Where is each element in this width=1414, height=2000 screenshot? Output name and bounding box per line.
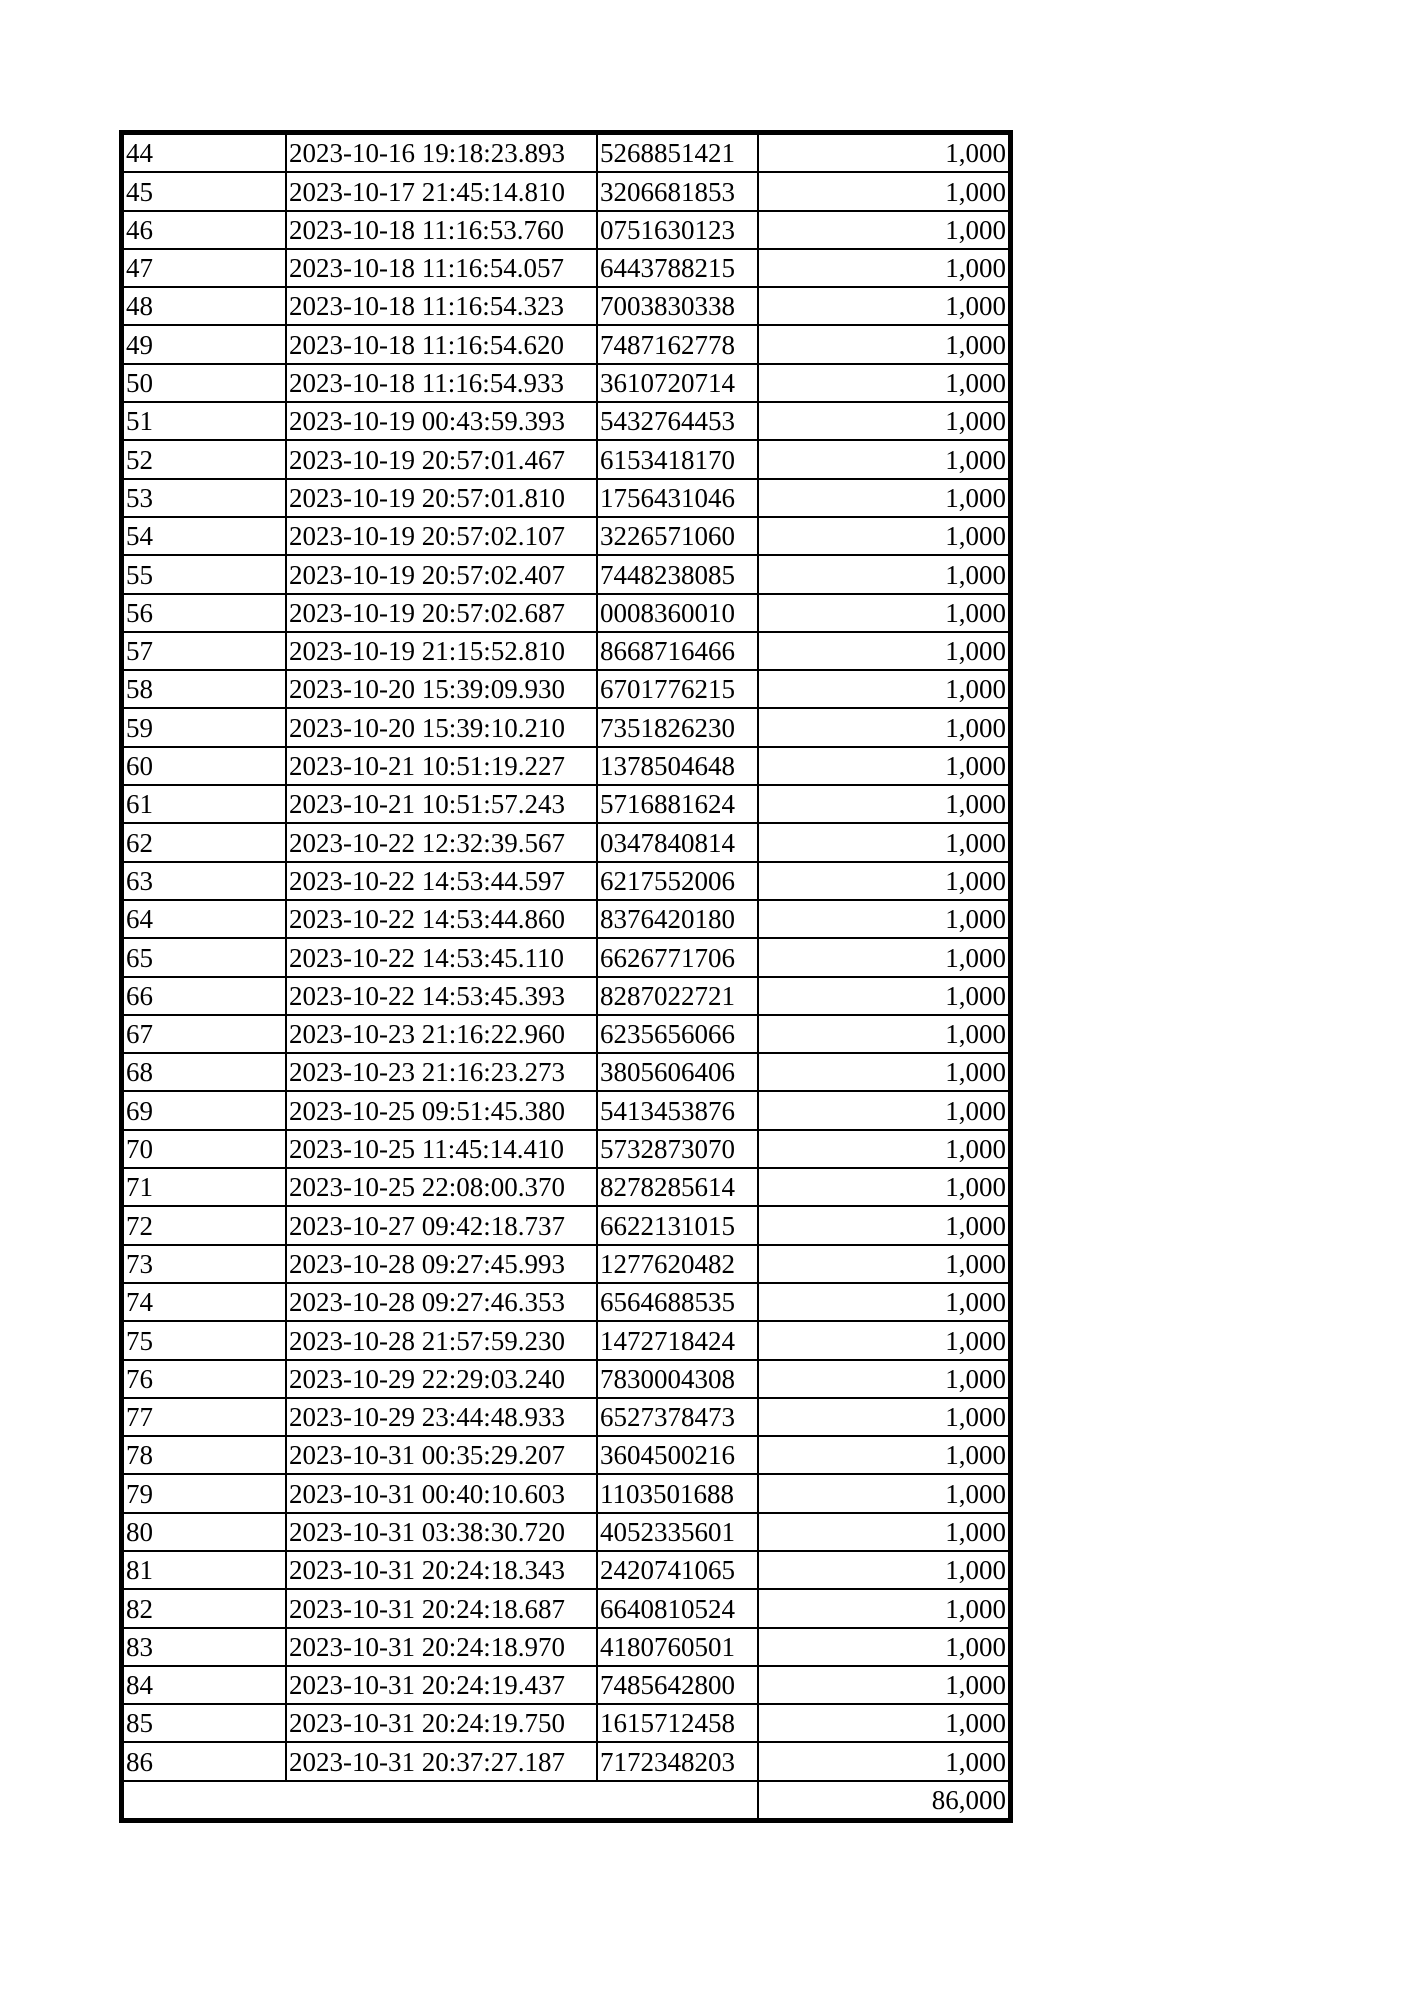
row-number: 65 (122, 938, 287, 976)
row-id: 7003830338 (597, 287, 758, 325)
table-row (122, 555, 1011, 593)
table-row (122, 1474, 1011, 1512)
table-row (122, 1398, 1011, 1436)
total-row (122, 1781, 1011, 1821)
row-id: 6443788215 (597, 249, 758, 287)
row-amount: 1,000 (758, 1589, 1011, 1627)
row-timestamp: 2023-10-18 11:16:54.323 (286, 287, 597, 325)
row-timestamp: 2023-10-23 21:16:23.273 (286, 1053, 597, 1091)
row-amount: 1,000 (758, 632, 1011, 670)
row-timestamp: 2023-10-16 19:18:23.893 (286, 133, 597, 173)
row-number: 75 (122, 1321, 287, 1359)
row-timestamp: 2023-10-20 15:39:09.930 (286, 670, 597, 708)
row-number: 64 (122, 900, 287, 938)
row-amount: 1,000 (758, 287, 1011, 325)
row-id: 6622131015 (597, 1206, 758, 1244)
row-timestamp: 2023-10-18 11:16:54.620 (286, 325, 597, 363)
row-timestamp: 2023-10-22 14:53:45.393 (286, 977, 597, 1015)
row-number: 66 (122, 977, 287, 1015)
row-amount: 1,000 (758, 440, 1011, 478)
row-id: 7448238085 (597, 555, 758, 593)
row-amount: 1,000 (758, 747, 1011, 785)
row-amount: 1,000 (758, 133, 1011, 173)
row-id: 3610720714 (597, 364, 758, 402)
row-number: 78 (122, 1436, 287, 1474)
row-number: 76 (122, 1360, 287, 1398)
row-amount: 1,000 (758, 708, 1011, 746)
table-row (122, 440, 1011, 478)
row-amount: 1,000 (758, 1666, 1011, 1704)
row-id: 6564688535 (597, 1283, 758, 1321)
row-timestamp: 2023-10-22 14:53:45.110 (286, 938, 597, 976)
row-timestamp: 2023-10-31 20:37:27.187 (286, 1742, 597, 1780)
table-row (122, 364, 1011, 402)
row-timestamp: 2023-10-21 10:51:57.243 (286, 785, 597, 823)
row-number: 62 (122, 823, 287, 861)
row-number: 72 (122, 1206, 287, 1244)
row-id: 8376420180 (597, 900, 758, 938)
table-row (122, 1666, 1011, 1704)
row-amount: 1,000 (758, 249, 1011, 287)
row-id: 2420741065 (597, 1551, 758, 1589)
row-number: 61 (122, 785, 287, 823)
row-timestamp: 2023-10-31 20:24:19.437 (286, 1666, 597, 1704)
row-id: 3226571060 (597, 517, 758, 555)
row-timestamp: 2023-10-31 00:40:10.603 (286, 1474, 597, 1512)
table-row (122, 1589, 1011, 1627)
row-number: 53 (122, 479, 287, 517)
table-row (122, 402, 1011, 440)
table-row (122, 133, 1011, 173)
table-row (122, 1206, 1011, 1244)
row-number: 45 (122, 172, 287, 210)
row-id: 3805606406 (597, 1053, 758, 1091)
row-timestamp: 2023-10-31 03:38:30.720 (286, 1513, 597, 1551)
row-id: 5432764453 (597, 402, 758, 440)
row-number: 49 (122, 325, 287, 363)
row-id: 7487162778 (597, 325, 758, 363)
row-amount: 1,000 (758, 1015, 1011, 1053)
row-amount: 1,000 (758, 1360, 1011, 1398)
table-row (122, 1091, 1011, 1129)
row-timestamp: 2023-10-19 20:57:02.107 (286, 517, 597, 555)
row-timestamp: 2023-10-19 20:57:01.810 (286, 479, 597, 517)
row-amount: 1,000 (758, 900, 1011, 938)
table-row (122, 249, 1011, 287)
table-row (122, 1360, 1011, 1398)
row-amount: 1,000 (758, 785, 1011, 823)
table-row (122, 172, 1011, 210)
row-number: 59 (122, 708, 287, 746)
row-number: 54 (122, 517, 287, 555)
row-timestamp: 2023-10-20 15:39:10.210 (286, 708, 597, 746)
row-amount: 1,000 (758, 1704, 1011, 1742)
row-timestamp: 2023-10-25 11:45:14.410 (286, 1130, 597, 1168)
row-id: 5716881624 (597, 785, 758, 823)
row-number: 47 (122, 249, 287, 287)
row-id: 6640810524 (597, 1589, 758, 1627)
row-timestamp: 2023-10-29 23:44:48.933 (286, 1398, 597, 1436)
row-number: 79 (122, 1474, 287, 1512)
row-timestamp: 2023-10-31 20:24:18.970 (286, 1628, 597, 1666)
row-amount: 1,000 (758, 325, 1011, 363)
row-timestamp: 2023-10-19 00:43:59.393 (286, 402, 597, 440)
row-timestamp: 2023-10-31 20:24:19.750 (286, 1704, 597, 1742)
row-amount: 1,000 (758, 977, 1011, 1015)
row-timestamp: 2023-10-31 00:35:29.207 (286, 1436, 597, 1474)
donation-table (119, 130, 1013, 1823)
row-timestamp: 2023-10-31 20:24:18.343 (286, 1551, 597, 1589)
table-row (122, 1742, 1011, 1780)
table-row (122, 211, 1011, 249)
table-row (122, 1321, 1011, 1359)
row-number: 60 (122, 747, 287, 785)
row-amount: 1,000 (758, 1130, 1011, 1168)
table-row (122, 977, 1011, 1015)
row-timestamp: 2023-10-21 10:51:19.227 (286, 747, 597, 785)
row-number: 82 (122, 1589, 287, 1627)
row-timestamp: 2023-10-19 21:15:52.810 (286, 632, 597, 670)
row-id: 1378504648 (597, 747, 758, 785)
row-number: 71 (122, 1168, 287, 1206)
table-row (122, 785, 1011, 823)
row-timestamp: 2023-10-17 21:45:14.810 (286, 172, 597, 210)
table-row (122, 325, 1011, 363)
row-amount: 1,000 (758, 823, 1011, 861)
table-row (122, 938, 1011, 976)
row-number: 73 (122, 1245, 287, 1283)
row-amount: 1,000 (758, 517, 1011, 555)
row-timestamp: 2023-10-22 14:53:44.860 (286, 900, 597, 938)
table-row (122, 1628, 1011, 1666)
row-id: 0008360010 (597, 594, 758, 632)
row-number: 83 (122, 1628, 287, 1666)
row-id: 1472718424 (597, 1321, 758, 1359)
row-id: 5413453876 (597, 1091, 758, 1129)
table-row (122, 287, 1011, 325)
row-timestamp: 2023-10-28 21:57:59.230 (286, 1321, 597, 1359)
row-timestamp: 2023-10-18 11:16:54.933 (286, 364, 597, 402)
table-row (122, 747, 1011, 785)
table-row (122, 862, 1011, 900)
total-label-cell (122, 1781, 759, 1821)
table-row (122, 1513, 1011, 1551)
table-row (122, 1704, 1011, 1742)
row-number: 77 (122, 1398, 287, 1436)
row-number: 56 (122, 594, 287, 632)
row-id: 7172348203 (597, 1742, 758, 1780)
row-timestamp: 2023-10-25 22:08:00.370 (286, 1168, 597, 1206)
row-id: 7485642800 (597, 1666, 758, 1704)
row-amount: 1,000 (758, 479, 1011, 517)
row-number: 81 (122, 1551, 287, 1589)
row-amount: 1,000 (758, 594, 1011, 632)
row-amount: 1,000 (758, 1551, 1011, 1589)
row-number: 55 (122, 555, 287, 593)
row-id: 3206681853 (597, 172, 758, 210)
row-timestamp: 2023-10-22 14:53:44.597 (286, 862, 597, 900)
row-timestamp: 2023-10-27 09:42:18.737 (286, 1206, 597, 1244)
table-row (122, 517, 1011, 555)
row-timestamp: 2023-10-29 22:29:03.240 (286, 1360, 597, 1398)
row-number: 58 (122, 670, 287, 708)
table-row (122, 823, 1011, 861)
row-amount: 1,000 (758, 1436, 1011, 1474)
row-id: 7351826230 (597, 708, 758, 746)
row-amount: 1,000 (758, 1474, 1011, 1512)
row-timestamp: 2023-10-19 20:57:02.407 (286, 555, 597, 593)
table-row (122, 1245, 1011, 1283)
row-number: 84 (122, 1666, 287, 1704)
row-amount: 1,000 (758, 1398, 1011, 1436)
row-id: 8668716466 (597, 632, 758, 670)
row-number: 46 (122, 211, 287, 249)
row-timestamp: 2023-10-31 20:24:18.687 (286, 1589, 597, 1627)
row-id: 8287022721 (597, 977, 758, 1015)
row-id: 7830004308 (597, 1360, 758, 1398)
row-amount: 1,000 (758, 1628, 1011, 1666)
row-amount: 1,000 (758, 1206, 1011, 1244)
row-id: 5732873070 (597, 1130, 758, 1168)
row-timestamp: 2023-10-19 20:57:01.467 (286, 440, 597, 478)
row-id: 3604500216 (597, 1436, 758, 1474)
row-number: 69 (122, 1091, 287, 1129)
row-amount: 1,000 (758, 172, 1011, 210)
table-row (122, 594, 1011, 632)
table-row (122, 900, 1011, 938)
row-amount: 1,000 (758, 1091, 1011, 1129)
row-amount: 1,000 (758, 1283, 1011, 1321)
row-amount: 1,000 (758, 555, 1011, 593)
row-number: 80 (122, 1513, 287, 1551)
row-number: 70 (122, 1130, 287, 1168)
table-row (122, 670, 1011, 708)
row-timestamp: 2023-10-19 20:57:02.687 (286, 594, 597, 632)
row-timestamp: 2023-10-22 12:32:39.567 (286, 823, 597, 861)
row-number: 48 (122, 287, 287, 325)
row-amount: 1,000 (758, 1321, 1011, 1359)
row-id: 4180760501 (597, 1628, 758, 1666)
row-id: 6527378473 (597, 1398, 758, 1436)
row-amount: 1,000 (758, 1245, 1011, 1283)
row-number: 50 (122, 364, 287, 402)
row-id: 1103501688 (597, 1474, 758, 1512)
row-id: 6626771706 (597, 938, 758, 976)
row-number: 74 (122, 1283, 287, 1321)
row-number: 52 (122, 440, 287, 478)
table-row (122, 479, 1011, 517)
row-number: 86 (122, 1742, 287, 1780)
row-amount: 1,000 (758, 670, 1011, 708)
row-amount: 1,000 (758, 1742, 1011, 1780)
table-body (122, 133, 1011, 1781)
row-id: 6235656066 (597, 1015, 758, 1053)
row-amount: 1,000 (758, 1053, 1011, 1091)
row-timestamp: 2023-10-28 09:27:45.993 (286, 1245, 597, 1283)
row-timestamp: 2023-10-25 09:51:45.380 (286, 1091, 597, 1129)
row-id: 1756431046 (597, 479, 758, 517)
table-row (122, 1053, 1011, 1091)
table-row (122, 1551, 1011, 1589)
row-number: 68 (122, 1053, 287, 1091)
row-amount: 1,000 (758, 862, 1011, 900)
row-id: 0347840814 (597, 823, 758, 861)
row-number: 63 (122, 862, 287, 900)
row-id: 5268851421 (597, 133, 758, 173)
table-row (122, 1436, 1011, 1474)
row-amount: 1,000 (758, 938, 1011, 976)
row-id: 0751630123 (597, 211, 758, 249)
row-timestamp: 2023-10-18 11:16:53.760 (286, 211, 597, 249)
table-row (122, 1283, 1011, 1321)
row-timestamp: 2023-10-18 11:16:54.057 (286, 249, 597, 287)
row-amount: 1,000 (758, 364, 1011, 402)
row-id: 6701776215 (597, 670, 758, 708)
row-amount: 1,000 (758, 1513, 1011, 1551)
row-id: 1277620482 (597, 1245, 758, 1283)
total-amount: 86,000 (758, 1781, 1011, 1821)
table-row (122, 1168, 1011, 1206)
row-id: 6217552006 (597, 862, 758, 900)
row-amount: 1,000 (758, 211, 1011, 249)
row-amount: 1,000 (758, 1168, 1011, 1206)
row-number: 85 (122, 1704, 287, 1742)
table-row (122, 632, 1011, 670)
row-number: 57 (122, 632, 287, 670)
table-row (122, 1130, 1011, 1168)
row-number: 51 (122, 402, 287, 440)
row-amount: 1,000 (758, 402, 1011, 440)
row-number: 67 (122, 1015, 287, 1053)
row-id: 1615712458 (597, 1704, 758, 1742)
table-row (122, 1015, 1011, 1053)
row-number: 44 (122, 133, 287, 173)
row-timestamp: 2023-10-28 09:27:46.353 (286, 1283, 597, 1321)
row-timestamp: 2023-10-23 21:16:22.960 (286, 1015, 597, 1053)
row-id: 6153418170 (597, 440, 758, 478)
table-row (122, 708, 1011, 746)
row-id: 4052335601 (597, 1513, 758, 1551)
row-id: 8278285614 (597, 1168, 758, 1206)
